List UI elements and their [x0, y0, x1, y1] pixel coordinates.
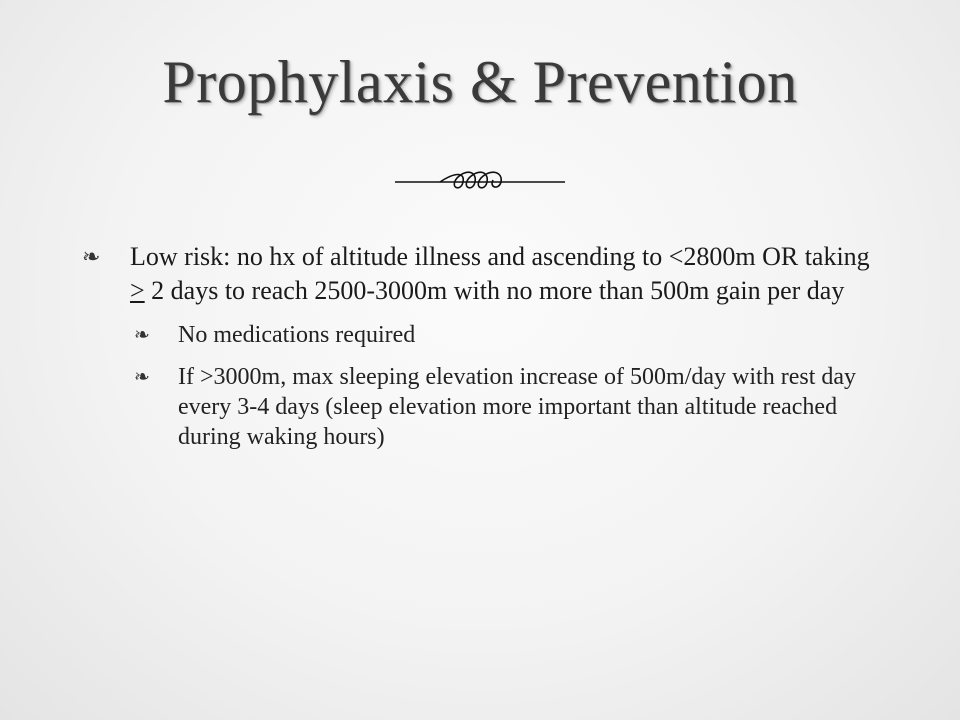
flourish-divider-icon	[395, 168, 565, 196]
bullet-text-b: 2 days to reach 2500-3000m with no more than 500m gain per day	[144, 276, 845, 305]
sub-bullet-item	[134, 320, 882, 350]
bullet-text-a: Low risk: no hx of altitude illness and ascending to <2800m OR taking	[130, 242, 870, 271]
slide-title: Prophylaxis & Prevention	[162, 49, 798, 115]
sub-bullet-icon: ❧	[134, 366, 150, 388]
ge-symbol: >	[130, 276, 145, 305]
sub-bullet-icon: ❧	[134, 324, 150, 346]
sub-bullet-text: If >3000m, max sleeping elevation increase of 500m/day with rest day every 3-4 days (sleep elevation more important than altitude reached during waking hours)	[178, 364, 857, 450]
bullet-icon: ❧	[82, 245, 101, 270]
bullet-list	[82, 240, 882, 452]
sub-bullet-item	[134, 362, 882, 452]
bullet-item	[82, 240, 882, 308]
sub-bullet-text: No medications required	[178, 322, 416, 348]
